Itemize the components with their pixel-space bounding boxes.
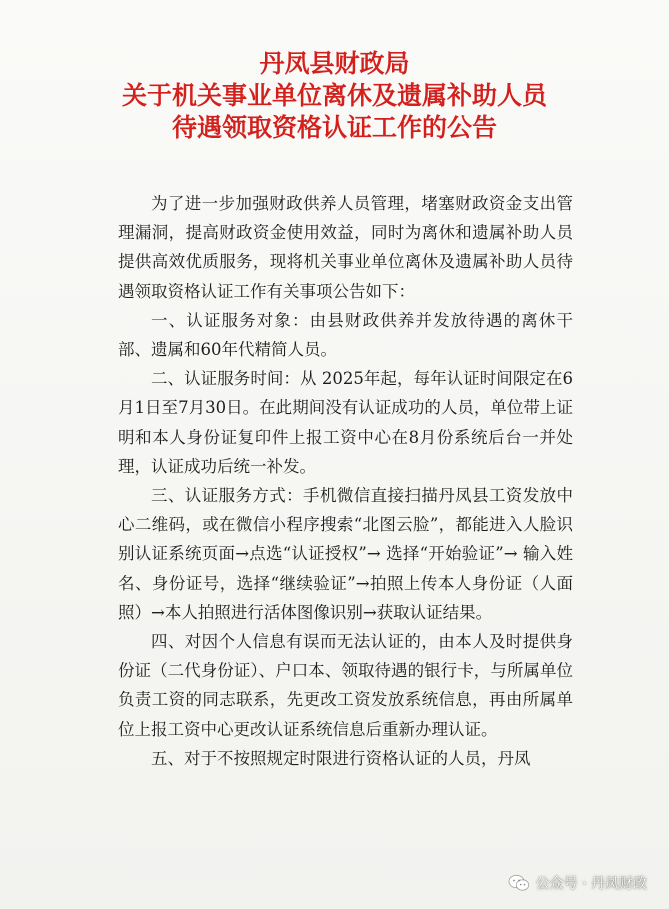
paragraph-item-2: 二、认证服务时间：从 2025年起，每年认证时间限定在6月1日至7月30日。在此期间没有认证成功的人员，单位带上证明和本人身份证复印件上报工资中心在8月份系统后台一并处理，认证成功后统一补发。 bbox=[118, 369, 573, 476]
paragraph-intro: 为了进一步加强财政供养人员管理，堵塞财政资金支出管理漏洞，提高财政资金使用效益，同时为离休和遗属补助人员提供高效优质服务，现将机关事业单位离休及遗属补助人员待遇领取资格认证工作有关事项公告如下： bbox=[118, 194, 573, 301]
document-title bbox=[0, 48, 669, 144]
title-line-subject-2: 待遇领取资格认证工作的公告 bbox=[171, 113, 497, 142]
wechat-icon bbox=[508, 874, 530, 892]
paragraph-item-3: 三、认证服务方式：手机微信直接扫描丹凤县工资发放中心二维码，或在微信小程序搜索“北图云脸”，都能进入人脸识别认证系统页面→点选“认证授权”→ 选择“开始验证”→ 输入姓名、身份证号，选择“继续验证”→拍照上传本人身份证（人面照）→本人拍照进行活体图像识别→获取认证结果。 bbox=[118, 486, 573, 622]
paragraph-item-4: 四、对因个人信息有误而无法认证的，由本人及时提供身份证（二代身份证）、户口本、领取待遇的银行卡，与所属单位负责工资的同志联系，先更改工资发放系统信息，再由所属单位上报工资中心更改认证系统信息后重新办理认证。 bbox=[118, 632, 573, 739]
title-line-issuer: 丹凤县财政局 bbox=[259, 49, 410, 78]
title-line-subject-1: 关于机关事业单位离休及遗属补助人员 bbox=[121, 81, 547, 110]
document-body bbox=[118, 189, 573, 773]
paragraph-item-1: 一、认证服务对象：由县财政供养并发放待遇的离休干部、遗属和60年代精简人员。 bbox=[118, 310, 573, 360]
wechat-watermark bbox=[508, 873, 647, 893]
paragraph-item-5: 五、对于不按照规定时限进行资格认证的人员，丹凤 bbox=[151, 748, 531, 768]
watermark-text: 公众号 · 丹凤财政 bbox=[535, 876, 647, 892]
